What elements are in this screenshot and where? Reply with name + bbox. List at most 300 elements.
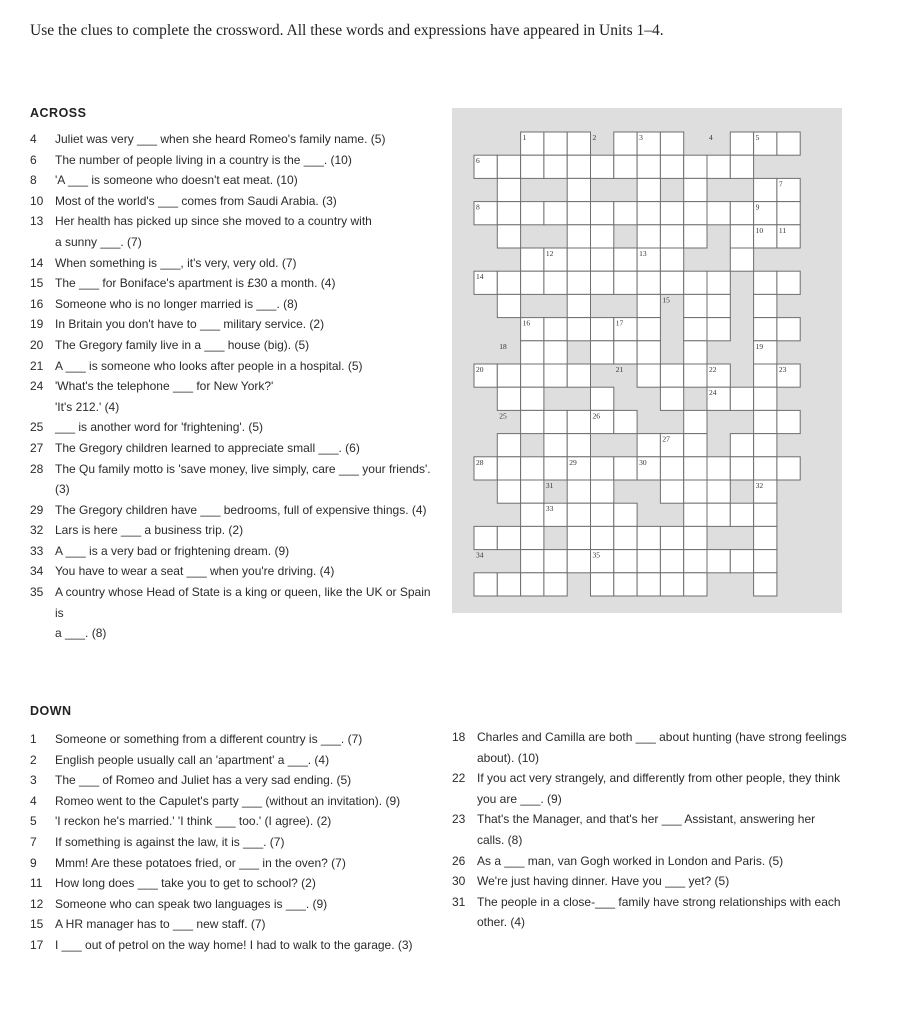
clue-number: 18: [452, 730, 466, 744]
grid-cell[interactable]: [567, 364, 590, 387]
grid-cell[interactable]: [497, 434, 520, 457]
grid-number: 13: [639, 249, 647, 258]
grid-cell[interactable]: [684, 364, 707, 387]
grid-cell[interactable]: [777, 410, 800, 433]
clue-item: [30, 397, 435, 418]
grid-cell[interactable]: [730, 387, 753, 410]
grid-cell[interactable]: [614, 202, 637, 225]
grid-cell[interactable]: [754, 434, 777, 457]
clue-item: [30, 770, 430, 791]
clue-text: 'I reckon he's married.' 'I think ___ too.' (I agree). (2): [55, 814, 332, 829]
grid-cell[interactable]: [567, 480, 590, 503]
clue-item: [452, 912, 852, 933]
grid-cell[interactable]: [521, 341, 544, 364]
clue-item: [30, 750, 430, 771]
grid-cell[interactable]: [684, 480, 707, 503]
grid-cell[interactable]: [497, 271, 520, 294]
grid-number: 30: [639, 457, 647, 467]
grid-cell[interactable]: [497, 457, 520, 480]
grid-cell[interactable]: [614, 132, 637, 155]
grid-cell[interactable]: [637, 573, 660, 596]
clue-number: 35: [30, 585, 44, 600]
clue-text: a sunny ___. (7): [55, 234, 142, 249]
grid-number: 21: [615, 365, 624, 374]
grid-cell[interactable]: [684, 550, 707, 573]
grid-cell[interactable]: [754, 503, 777, 526]
clue-number: [30, 623, 55, 644]
clue-item: [30, 541, 435, 562]
grid-cell[interactable]: [637, 526, 660, 549]
clue-number: 11: [30, 876, 43, 891]
clue-item: [30, 294, 435, 315]
clue-number: [30, 479, 55, 500]
clue-number: 15: [30, 917, 44, 932]
grid-number: 15: [662, 295, 670, 305]
grid-cell[interactable]: [660, 155, 683, 178]
grid-cell[interactable]: [730, 155, 753, 178]
grid-cell[interactable]: [707, 294, 730, 317]
grid-cell[interactable]: [567, 294, 590, 317]
clue-number: [30, 232, 55, 253]
grid-cell[interactable]: [544, 434, 567, 457]
grid-cell[interactable]: [614, 573, 637, 596]
grid-cell[interactable]: [754, 387, 777, 410]
clue-item: [30, 211, 435, 232]
grid-number: 18: [499, 341, 507, 351]
clue-item: [30, 417, 435, 438]
grid-cell[interactable]: [684, 271, 707, 294]
grid-cell[interactable]: [684, 503, 707, 526]
instructions: Use the clues to complete the crossword. All these words and expressions have appeared in Units 1–4.: [30, 22, 664, 39]
grid-cell[interactable]: [591, 248, 614, 271]
clue-item: [452, 892, 852, 913]
clue-number: 5: [30, 814, 37, 829]
grid-cell[interactable]: [544, 318, 567, 341]
grid-cell[interactable]: [707, 318, 730, 341]
grid-cell[interactable]: [497, 178, 520, 201]
clue-item: [452, 727, 852, 748]
grid-cell[interactable]: [660, 132, 683, 155]
grid-cell[interactable]: [497, 225, 520, 248]
clue-item: [30, 853, 430, 874]
grid-cell[interactable]: [614, 503, 637, 526]
grid-number: 6: [476, 156, 480, 166]
grid-cell[interactable]: [591, 503, 614, 526]
clue-item: [30, 191, 435, 212]
clue-item: [30, 914, 430, 935]
clue-text: We're just having dinner. Have you ___ yet? (5): [477, 874, 730, 889]
grid-cell[interactable]: [707, 457, 730, 480]
clue-number: 20: [30, 337, 44, 352]
clue-number: 15: [30, 276, 44, 291]
grid-cell[interactable]: [637, 318, 660, 341]
clue-text: The number of people living in a country is the ___. (10): [55, 152, 352, 167]
grid-cell[interactable]: [614, 155, 637, 178]
grid-cell[interactable]: [754, 294, 777, 317]
grid-cell[interactable]: [684, 294, 707, 317]
grid-cell[interactable]: [591, 318, 614, 341]
crossword-grid: [452, 108, 842, 613]
clue-number: 2: [30, 752, 37, 767]
grid-number: 24: [709, 388, 717, 398]
clue-item: [30, 129, 435, 150]
grid-cell[interactable]: [660, 387, 683, 410]
grid-cell[interactable]: [730, 248, 753, 271]
clue-number: 23: [452, 812, 466, 827]
grid-cell[interactable]: [497, 155, 520, 178]
clue-item: [30, 832, 430, 853]
clue-number: 16: [30, 296, 44, 311]
clue-text: (3): [55, 482, 70, 497]
grid-cell[interactable]: [637, 271, 660, 294]
grid-cell[interactable]: [614, 526, 637, 549]
clue-text: 'A ___ is someone who doesn't eat meat. (10): [55, 173, 298, 188]
grid-cell[interactable]: [521, 202, 544, 225]
grid-number: 12: [545, 249, 554, 258]
grid-cell[interactable]: [754, 178, 777, 201]
grid-cell[interactable]: [521, 503, 544, 526]
clue-text: other. (4): [477, 915, 526, 930]
clue-text: Romeo went to the Capulet's party ___ (without an invitation). (9): [55, 793, 401, 808]
clue-item: [30, 150, 435, 171]
grid-cell[interactable]: [637, 155, 660, 178]
clue-number: 31: [452, 894, 466, 909]
clue-text: Someone who is no longer married is ___. (8): [55, 296, 298, 311]
grid-cell[interactable]: [497, 526, 520, 549]
grid-cell[interactable]: [684, 318, 707, 341]
clue-number: 27: [30, 440, 44, 455]
clue-text: A ___ is someone who looks after people in a hospital. (5): [55, 358, 363, 373]
clue-number: 3: [30, 773, 37, 788]
grid-cell[interactable]: [684, 178, 707, 201]
grid-cell[interactable]: [614, 410, 637, 433]
grid-cell[interactable]: [707, 550, 730, 573]
grid-cell[interactable]: [660, 457, 683, 480]
clue-number: 34: [30, 564, 44, 579]
grid-cell[interactable]: [730, 457, 753, 480]
clue-item: [452, 789, 852, 810]
grid-cell[interactable]: [567, 526, 590, 549]
clue-number: [452, 830, 477, 851]
grid-number: 23: [778, 365, 787, 374]
grid-cell[interactable]: [730, 550, 753, 573]
clue-number: 14: [30, 255, 44, 270]
grid-cell[interactable]: [521, 480, 544, 503]
grid-cell[interactable]: [684, 341, 707, 364]
grid-cell[interactable]: [591, 155, 614, 178]
clue-number: 8: [30, 173, 37, 188]
clue-text: How long does ___ take you to get to school? (2): [55, 876, 316, 891]
clue-item: [30, 232, 435, 253]
grid-cell[interactable]: [660, 248, 683, 271]
grid-cell[interactable]: [521, 573, 544, 596]
grid-cell[interactable]: [754, 573, 777, 596]
clue-text: Someone who can speak two languages is ___. (9): [55, 896, 328, 911]
grid-cell[interactable]: [684, 202, 707, 225]
grid-cell[interactable]: [754, 550, 777, 573]
grid-cell[interactable]: [521, 364, 544, 387]
clue-item: [30, 873, 430, 894]
grid-cell[interactable]: [754, 410, 777, 433]
clue-text: The people in a close-___ family have strong relationships with each: [477, 894, 841, 909]
grid-cell[interactable]: [591, 573, 614, 596]
clue-item: [30, 623, 435, 644]
grid-cell[interactable]: [777, 132, 800, 155]
grid-cell[interactable]: [567, 155, 590, 178]
clue-number: 4: [30, 793, 37, 808]
clue-text: A ___ is a very bad or frightening dream. (9): [55, 543, 290, 558]
grid-cell[interactable]: [684, 434, 707, 457]
grid-cell[interactable]: [730, 434, 753, 457]
grid-cell[interactable]: [707, 271, 730, 294]
grid-cell[interactable]: [567, 132, 590, 155]
grid-cell[interactable]: [684, 155, 707, 178]
grid-cell[interactable]: [754, 271, 777, 294]
grid-cell[interactable]: [591, 341, 614, 364]
grid-cell[interactable]: [497, 202, 520, 225]
clue-number: [30, 397, 55, 418]
grid-cell[interactable]: [567, 434, 590, 457]
grid-cell[interactable]: [754, 526, 777, 549]
clue-number: 13: [30, 214, 44, 229]
clue-text: Lars is here ___ a business trip. (2): [55, 523, 244, 538]
grid-cell[interactable]: [660, 202, 683, 225]
grid-cell[interactable]: [544, 410, 567, 433]
clue-item: [30, 479, 435, 500]
grid-cell[interactable]: [754, 457, 777, 480]
grid-cell[interactable]: [637, 225, 660, 248]
grid-cell[interactable]: [521, 410, 544, 433]
grid-cell[interactable]: [567, 178, 590, 201]
clue-item: [452, 809, 852, 830]
clue-item: [30, 500, 435, 521]
grid-cell[interactable]: [614, 271, 637, 294]
grid-number: 8: [476, 202, 480, 212]
clue-text: A HR manager has to ___ new staff. (7): [55, 917, 266, 932]
grid-number: 22: [709, 365, 717, 374]
grid-cell[interactable]: [497, 387, 520, 410]
grid-cell[interactable]: [777, 202, 800, 225]
clue-number: 4: [30, 132, 37, 146]
grid-number: 17: [615, 318, 624, 328]
clue-item: [452, 871, 852, 892]
grid-number: 4: [709, 133, 713, 142]
clue-text: calls. (8): [477, 832, 523, 847]
grid-cell[interactable]: [660, 271, 683, 294]
clue-number: [452, 789, 477, 810]
clue-item: [30, 170, 435, 191]
grid-number: 27: [662, 434, 670, 444]
clue-number: 29: [30, 502, 44, 517]
grid-cell[interactable]: [660, 480, 683, 503]
grid-number: 5: [755, 133, 760, 142]
clue-number: 17: [30, 937, 44, 952]
grid-number: 31: [545, 481, 554, 490]
grid-cell[interactable]: [707, 480, 730, 503]
clue-number: 24: [30, 379, 44, 394]
grid-number: 14: [476, 272, 484, 282]
grid-cell[interactable]: [544, 341, 567, 364]
grid-cell[interactable]: [614, 248, 637, 271]
grid-number: 20: [476, 365, 484, 374]
grid-number: 32: [755, 481, 764, 490]
clue-item: [30, 894, 430, 915]
grid-cell[interactable]: [591, 526, 614, 549]
clue-text: As a ___ man, van Gogh worked in London and Paris. (5): [477, 853, 784, 868]
grid-cell[interactable]: [497, 364, 520, 387]
grid-cell[interactable]: [730, 503, 753, 526]
grid-cell[interactable]: [777, 457, 800, 480]
grid-cell[interactable]: [474, 573, 497, 596]
grid-cell[interactable]: [777, 271, 800, 294]
clue-text: 'It's 212.' (4): [55, 399, 120, 414]
grid-cell[interactable]: [544, 364, 567, 387]
grid-cell[interactable]: [730, 202, 753, 225]
grid-cell[interactable]: [474, 526, 497, 549]
clue-text: Most of the world's ___ comes from Saudi Arabia. (3): [55, 193, 337, 208]
clue-number: 12: [30, 896, 44, 911]
clue-item: [30, 935, 430, 956]
grid-cell[interactable]: [567, 410, 590, 433]
grid-cell[interactable]: [684, 457, 707, 480]
grid-cell[interactable]: [521, 457, 544, 480]
clue-number: 9: [30, 855, 37, 870]
grid-cell[interactable]: [684, 225, 707, 248]
grid-cell[interactable]: [497, 573, 520, 596]
grid-cell[interactable]: [591, 225, 614, 248]
clue-text: If you act very strangely, and differently from other people, they think: [477, 771, 841, 786]
grid-cell[interactable]: [591, 387, 614, 410]
grid-cell[interactable]: [707, 202, 730, 225]
clue-number: 6: [30, 152, 37, 167]
clue-text: The Gregory family live in a ___ house (big). (5): [55, 337, 310, 352]
grid-cell[interactable]: [544, 550, 567, 573]
down-clue-list-right: [452, 727, 852, 933]
grid-cell[interactable]: [497, 480, 520, 503]
clue-item: [30, 356, 435, 377]
grid-number: 35: [592, 550, 600, 560]
clue-item: [30, 791, 430, 812]
clue-number: [452, 748, 477, 769]
clue-item: [30, 438, 435, 459]
clue-item: [452, 830, 852, 851]
grid-cell[interactable]: [567, 248, 590, 271]
clue-text: You have to wear a seat ___ when you're driving. (4): [55, 564, 335, 579]
grid-cell[interactable]: [660, 573, 683, 596]
grid-cell[interactable]: [614, 457, 637, 480]
grid-cell[interactable]: [567, 503, 590, 526]
crossword-svg: [452, 108, 842, 613]
grid-cell[interactable]: [684, 526, 707, 549]
grid-cell[interactable]: [637, 341, 660, 364]
grid-number: 3: [639, 133, 643, 142]
grid-cell[interactable]: [730, 225, 753, 248]
clue-number: 22: [452, 771, 466, 786]
grid-cell[interactable]: [567, 550, 590, 573]
grid-cell[interactable]: [614, 550, 637, 573]
grid-cell[interactable]: [591, 202, 614, 225]
grid-cell[interactable]: [544, 457, 567, 480]
grid-cell[interactable]: [497, 294, 520, 317]
grid-cell[interactable]: [637, 202, 660, 225]
grid-cell[interactable]: [637, 294, 660, 317]
clue-text: a ___. (8): [55, 626, 107, 641]
grid-cell[interactable]: [591, 457, 614, 480]
grid-cell[interactable]: [544, 573, 567, 596]
grid-cell[interactable]: [637, 550, 660, 573]
grid-cell[interactable]: [707, 155, 730, 178]
grid-cell[interactable]: [521, 387, 544, 410]
clue-text: 'What's the telephone ___ for New York?': [55, 379, 274, 394]
grid-cell[interactable]: [754, 318, 777, 341]
grid-cell[interactable]: [754, 364, 777, 387]
grid-cell[interactable]: [521, 155, 544, 178]
grid-cell[interactable]: [660, 225, 683, 248]
grid-number: 25: [499, 411, 507, 421]
clue-text: In Britain you don't have to ___ military service. (2): [55, 317, 325, 332]
clue-text: A country whose Head of State is a king or queen, like the UK or Spain is: [55, 585, 431, 620]
grid-cell[interactable]: [591, 480, 614, 503]
grid-number: 19: [755, 341, 764, 351]
clue-text: English people usually call an 'apartment' a ___. (4): [55, 752, 330, 767]
grid-cell[interactable]: [521, 248, 544, 271]
grid-cell[interactable]: [637, 364, 660, 387]
grid-cell[interactable]: [684, 573, 707, 596]
grid-cell[interactable]: [684, 410, 707, 433]
grid-number: 16: [522, 318, 531, 328]
grid-cell[interactable]: [521, 271, 544, 294]
clue-text: If something is against the law, it is ___. (7): [55, 834, 285, 849]
grid-cell[interactable]: [660, 526, 683, 549]
grid-cell[interactable]: [544, 202, 567, 225]
grid-cell[interactable]: [660, 364, 683, 387]
clue-number: 21: [30, 358, 44, 373]
clue-item: [30, 273, 435, 294]
grid-number: 11: [778, 225, 787, 235]
grid-number: 9: [755, 202, 760, 212]
grid-cell[interactable]: [544, 155, 567, 178]
clue-number: 19: [30, 317, 44, 332]
clue-text: That's the Manager, and that's her ___ Assistant, answering her: [477, 812, 816, 827]
grid-cell[interactable]: [660, 550, 683, 573]
clue-text: The ___ of Romeo and Juliet has a very sad ending. (5): [55, 773, 352, 788]
grid-cell[interactable]: [637, 178, 660, 201]
grid-cell[interactable]: [591, 271, 614, 294]
grid-cell[interactable]: [614, 341, 637, 364]
grid-cell[interactable]: [544, 271, 567, 294]
grid-cell[interactable]: [730, 132, 753, 155]
grid-cell[interactable]: [707, 503, 730, 526]
grid-cell[interactable]: [567, 225, 590, 248]
grid-cell[interactable]: [567, 318, 590, 341]
grid-cell[interactable]: [567, 202, 590, 225]
grid-cell[interactable]: [567, 271, 590, 294]
clue-text: Someone or something from a different country is ___. (7): [55, 732, 363, 746]
grid-cell[interactable]: [777, 318, 800, 341]
grid-number: 33: [545, 504, 554, 514]
clue-item: [30, 335, 435, 356]
clue-number: 7: [30, 834, 37, 849]
grid-cell[interactable]: [637, 434, 660, 457]
clue-item: [30, 811, 430, 832]
clue-text: Juliet was very ___ when she heard Romeo's family name. (5): [55, 132, 386, 146]
clue-item: [30, 729, 430, 750]
grid-cell[interactable]: [521, 550, 544, 573]
grid-cell[interactable]: [521, 526, 544, 549]
grid-number: 28: [476, 457, 484, 467]
grid-cell[interactable]: [544, 132, 567, 155]
clue-number: 33: [30, 543, 44, 558]
